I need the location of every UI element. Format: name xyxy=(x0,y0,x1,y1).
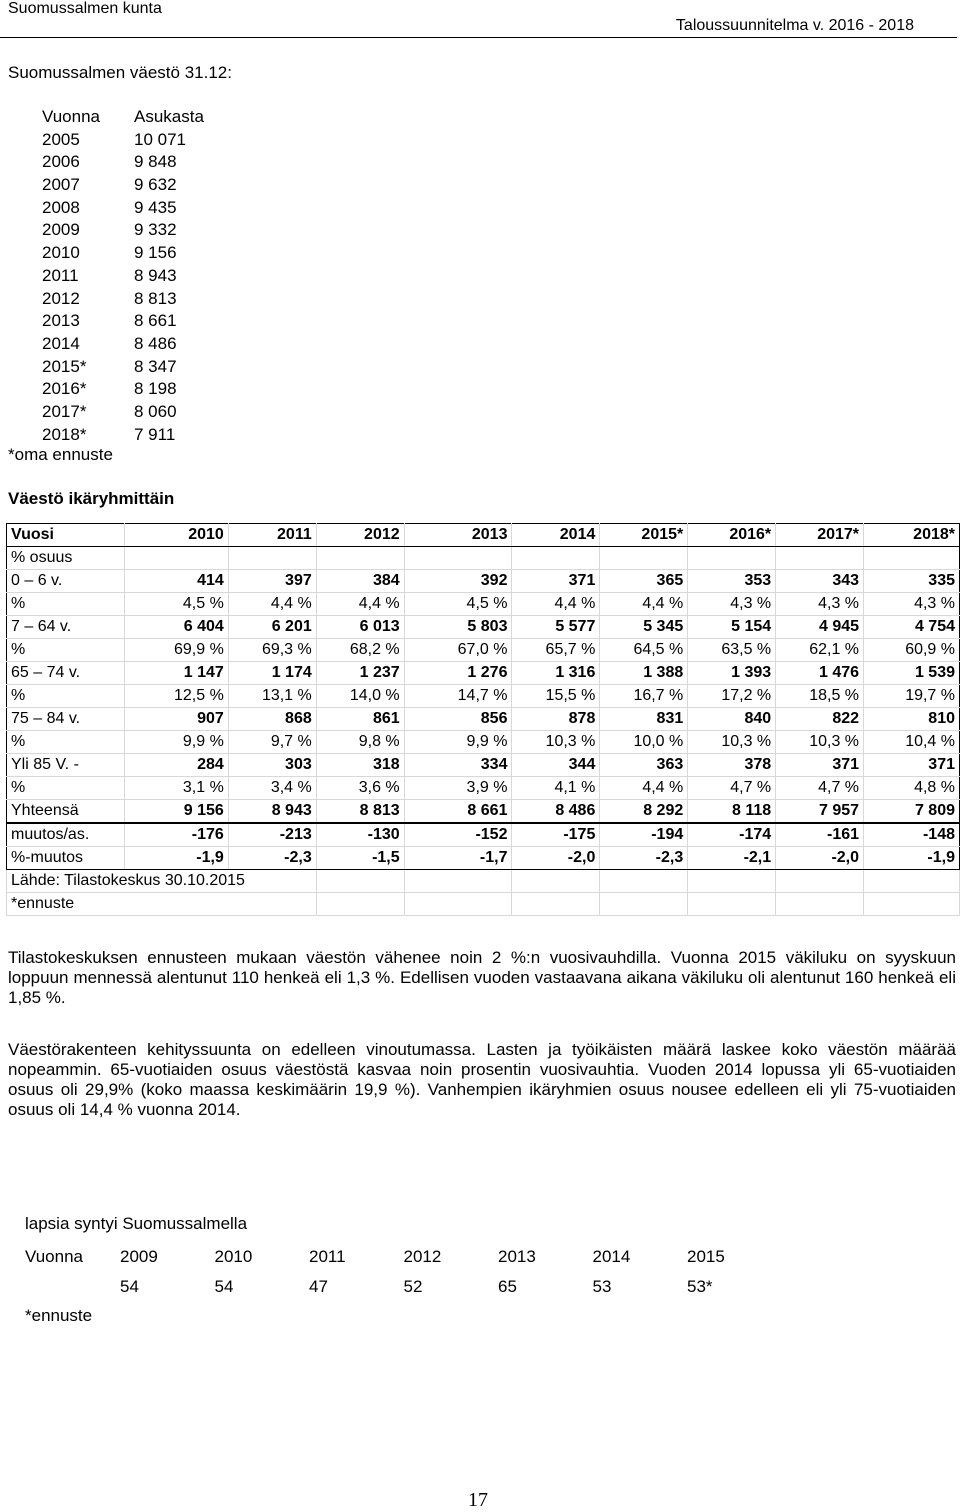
age-table-header-year: 2012 xyxy=(316,524,404,547)
age-table-cell: 334 xyxy=(404,754,512,777)
population-row xyxy=(42,333,204,356)
age-table-cell: 9 156 xyxy=(124,800,228,824)
age-table-row-label: muutos/as. xyxy=(7,823,125,847)
age-table-row-label: % xyxy=(7,777,125,800)
age-table-cell: 810 xyxy=(864,708,960,731)
age-table-cell: 392 xyxy=(404,570,512,593)
population-col-year: Vuonna xyxy=(42,107,100,126)
births-year: 2011 xyxy=(309,1247,346,1266)
population-residents: 9 332 xyxy=(134,220,177,240)
age-table-cell: -161 xyxy=(776,823,864,847)
population-residents: 9 632 xyxy=(134,175,177,195)
population-row xyxy=(42,151,204,174)
age-table-cell: 7 957 xyxy=(776,800,864,824)
age-table-cell: 14,0 % xyxy=(316,685,404,708)
age-table-row-label: 65 – 74 v. xyxy=(7,662,125,685)
age-table-cell: 4,4 % xyxy=(228,593,316,616)
age-table-row xyxy=(7,731,960,754)
age-table-cell: 861 xyxy=(316,708,404,731)
age-table-cell: 13,1 % xyxy=(228,685,316,708)
population-row xyxy=(42,174,204,197)
age-table-cell: 4 945 xyxy=(776,616,864,639)
age-table-cell: 1 276 xyxy=(404,662,512,685)
age-table-cell: 69,9 % xyxy=(124,639,228,662)
age-table-cell: 6 201 xyxy=(228,616,316,639)
age-table-source-row xyxy=(7,870,960,893)
age-table-header-label: Vuosi xyxy=(7,524,125,547)
age-table-row xyxy=(7,800,960,824)
population-row xyxy=(42,288,204,311)
age-table-cell: 335 xyxy=(864,570,960,593)
age-table-row-label: % xyxy=(7,731,125,754)
population-residents: 8 813 xyxy=(134,288,177,308)
births-count: 54 xyxy=(214,1277,234,1296)
age-table-cell: -2,3 xyxy=(600,847,688,870)
age-table-row-label: 7 – 64 v. xyxy=(7,616,125,639)
age-table-header-year: 2014 xyxy=(512,524,600,547)
age-table-cell: 840 xyxy=(688,708,776,731)
age-table-cell: 831 xyxy=(600,708,688,731)
population-header-row xyxy=(42,106,204,129)
population-col-residents: Asukasta xyxy=(134,107,204,126)
age-table-cell: -176 xyxy=(124,823,228,847)
population-residents: 8 198 xyxy=(134,379,177,399)
age-table-cell: -148 xyxy=(864,823,960,847)
age-table-cell: -1,7 xyxy=(404,847,512,870)
header-document-title: Taloussuunnitelma v. 2016 - 2018 xyxy=(675,17,914,34)
population-list xyxy=(42,106,204,446)
age-table-cell: 365 xyxy=(600,570,688,593)
age-table-cell: 4,7 % xyxy=(688,777,776,800)
population-row xyxy=(42,242,204,265)
age-table-cell: 8 813 xyxy=(316,800,404,824)
age-table-cell: 9,7 % xyxy=(228,731,316,754)
age-table-empty-cell xyxy=(512,893,600,916)
population-year: 2005 xyxy=(42,129,80,149)
age-table-cell: -2,3 xyxy=(228,847,316,870)
age-table-cell: 18,5 % xyxy=(776,685,864,708)
population-year: 2013 xyxy=(42,311,80,331)
age-table-header-year: 2015* xyxy=(600,524,688,547)
age-table-row xyxy=(7,662,960,685)
age-table-footnote-row xyxy=(7,893,960,916)
age-table-cell: 1 539 xyxy=(864,662,960,685)
population-year: 2012 xyxy=(42,288,80,308)
paragraph-population-forecast: Tilastokeskuksen ennusteen mukaan väestön vähenee noin 2 %:n vuosivauhdilla. Vuonna 2015 väkiluku on syyskuun loppuun mennessä alentunut 110 henkeä eli 1,3 %. Edellisen vuoden vastaavana aikana väkiluku oli alentunut 160 henkeä eli 1,85 %. xyxy=(8,948,956,1007)
age-table-cell xyxy=(228,547,316,570)
age-table-cell: 5 577 xyxy=(512,616,600,639)
age-table-empty-cell xyxy=(776,893,864,916)
age-table-cell: 9,9 % xyxy=(124,731,228,754)
births-title: lapsia syntyi Suomussalmella xyxy=(25,1214,248,1233)
age-table-row xyxy=(7,777,960,800)
age-table-cell: 8 943 xyxy=(228,800,316,824)
age-table-cell: 17,2 % xyxy=(688,685,776,708)
age-table-cell: 3,6 % xyxy=(316,777,404,800)
population-row xyxy=(42,310,204,333)
age-table-cell: 4,7 % xyxy=(776,777,864,800)
population-residents: 8 347 xyxy=(134,356,177,376)
age-table-cell xyxy=(124,547,228,570)
births-count: 54 xyxy=(120,1277,139,1296)
age-table-row-label: Yli 85 V. - xyxy=(7,754,125,777)
age-table-cell: 64,5 % xyxy=(600,639,688,662)
age-table-empty-cell xyxy=(864,870,960,893)
age-table-row xyxy=(7,754,960,777)
births-count: 47 xyxy=(309,1277,328,1296)
population-residents: 9 435 xyxy=(134,197,177,217)
births-row-label: Vuonna xyxy=(25,1247,83,1266)
population-residents: 8 943 xyxy=(134,265,177,285)
age-table-cell: 10,3 % xyxy=(512,731,600,754)
age-table-cell: 15,5 % xyxy=(512,685,600,708)
births-count: 53* xyxy=(687,1277,713,1296)
age-table-cell: 4,4 % xyxy=(600,593,688,616)
age-table-cell: 371 xyxy=(776,754,864,777)
age-table-header-year: 2011 xyxy=(228,524,316,547)
age-table-cell: -1,9 xyxy=(124,847,228,870)
age-table-empty-cell xyxy=(688,893,776,916)
age-table-header-year: 2017* xyxy=(776,524,864,547)
population-note: *oma ennuste xyxy=(8,445,113,464)
age-table-cell: 8 661 xyxy=(404,800,512,824)
age-table-cell: 65,7 % xyxy=(512,639,600,662)
age-table-cell xyxy=(688,547,776,570)
header-divider xyxy=(0,37,957,38)
age-table-cell: 9,8 % xyxy=(316,731,404,754)
population-residents: 9 156 xyxy=(134,243,177,263)
age-table-cell: -2,0 xyxy=(776,847,864,870)
population-year: 2016* xyxy=(42,379,87,399)
age-table-empty-cell xyxy=(864,893,960,916)
age-table-cell: 397 xyxy=(228,570,316,593)
age-table-cell: 363 xyxy=(600,754,688,777)
population-year: 2015* xyxy=(42,356,87,376)
age-table-header-year: 2010 xyxy=(124,524,228,547)
age-table-empty-cell xyxy=(316,870,404,893)
age-groups-table xyxy=(6,523,960,916)
age-table-cell xyxy=(512,547,600,570)
age-table-cell: 371 xyxy=(512,570,600,593)
age-table-cell: 4 754 xyxy=(864,616,960,639)
age-table-cell: -130 xyxy=(316,823,404,847)
age-table-empty-cell xyxy=(404,870,512,893)
age-table-cell: 4,4 % xyxy=(600,777,688,800)
age-table-row-label: % xyxy=(7,593,125,616)
age-table-cell: 8 292 xyxy=(600,800,688,824)
age-table-row xyxy=(7,639,960,662)
age-table-cell: 1 388 xyxy=(600,662,688,685)
age-table-cell: 343 xyxy=(776,570,864,593)
age-table-cell: 63,5 % xyxy=(688,639,776,662)
age-table-cell: 414 xyxy=(124,570,228,593)
age-table-empty-cell xyxy=(688,870,776,893)
age-table-cell: 856 xyxy=(404,708,512,731)
age-table-cell: 353 xyxy=(688,570,776,593)
age-table-cell: 10,3 % xyxy=(776,731,864,754)
age-table-cell xyxy=(316,547,404,570)
age-table-cell: 4,3 % xyxy=(688,593,776,616)
population-year: 2006 xyxy=(42,152,80,172)
population-row xyxy=(42,129,204,152)
population-row xyxy=(42,197,204,220)
age-table-empty-cell xyxy=(776,870,864,893)
age-table-cell: 384 xyxy=(316,570,404,593)
population-row xyxy=(42,356,204,379)
age-table-cell: 284 xyxy=(124,754,228,777)
population-residents: 9 848 xyxy=(134,152,177,172)
age-table-cell: 4,3 % xyxy=(776,593,864,616)
population-year: 2010 xyxy=(42,243,80,263)
age-table-header-year: 2018* xyxy=(864,524,960,547)
age-table-cell: 4,4 % xyxy=(316,593,404,616)
age-table-cell: 10,4 % xyxy=(864,731,960,754)
births-year: 2010 xyxy=(214,1247,253,1266)
header-municipality: Suomussalmen kunta xyxy=(8,0,162,17)
age-table-cell: 303 xyxy=(228,754,316,777)
age-table-cell: -174 xyxy=(688,823,776,847)
age-table-row-label: Yhteensä xyxy=(7,800,125,824)
age-table-empty-cell xyxy=(512,870,600,893)
age-table-empty-cell xyxy=(600,893,688,916)
age-table-source: Lähde: Tilastokeskus 30.10.2015 xyxy=(7,870,317,893)
age-table-cell: 1 476 xyxy=(776,662,864,685)
age-table-cell: 7 809 xyxy=(864,800,960,824)
population-residents: 10 071 xyxy=(134,129,186,149)
age-table-cell: -152 xyxy=(404,823,512,847)
age-table-cell: -213 xyxy=(228,823,316,847)
age-table-cell: 4,8 % xyxy=(864,777,960,800)
page-number: 17 xyxy=(468,1489,488,1511)
age-table-cell: 1 393 xyxy=(688,662,776,685)
age-table-cell: 4,4 % xyxy=(512,593,600,616)
age-table-cell: 8 486 xyxy=(512,800,600,824)
age-table-cell: 1 147 xyxy=(124,662,228,685)
age-table-cell: 62,1 % xyxy=(776,639,864,662)
age-table-header-year: 2016* xyxy=(688,524,776,547)
age-table-cell xyxy=(864,547,960,570)
age-table-cell: 878 xyxy=(512,708,600,731)
population-row xyxy=(42,424,204,447)
age-table-cell: 344 xyxy=(512,754,600,777)
age-table-cell: 5 803 xyxy=(404,616,512,639)
age-table-cell: 907 xyxy=(124,708,228,731)
population-year: 2007 xyxy=(42,175,80,195)
age-table-cell: 5 154 xyxy=(688,616,776,639)
births-year: 2014 xyxy=(592,1247,631,1266)
age-table-cell: 69,3 % xyxy=(228,639,316,662)
population-year: 2014 xyxy=(42,333,80,353)
age-table-row-label: % osuus xyxy=(7,547,125,570)
births-section xyxy=(25,1214,782,1326)
age-table-row-label: 0 – 6 v. xyxy=(7,570,125,593)
age-table-cell: -2,1 xyxy=(688,847,776,870)
paragraph-population-structure: Väestörakenteen kehityssuunta on edelleen vinoutumassa. Lasten ja työikäisten määrä laskee koko väestön määrää nopeammin. 65-vuotiaiden osuus väestöstä kasvaa noin prosentin vuosivauhtia. Vuoden 2014 lopussa yli 65-vuotiaiden osuus oli 29,9% (koko maassa keskimäärin 19,9 %). Vanhempien ikäryhmien osuus nousee edelleen eli yli 75-vuotiaiden osuus oli 14,4 % vuonna 2014. xyxy=(8,1040,956,1119)
age-table-cell xyxy=(776,547,864,570)
age-table-cell: -1,9 xyxy=(864,847,960,870)
population-row xyxy=(42,378,204,401)
age-table-cell: -194 xyxy=(600,823,688,847)
births-year: 2015 xyxy=(687,1247,725,1266)
age-table-cell xyxy=(404,547,512,570)
age-table-header-row xyxy=(7,524,960,547)
age-table-cell: 1 174 xyxy=(228,662,316,685)
age-table-cell xyxy=(600,547,688,570)
age-table-empty-cell xyxy=(600,870,688,893)
age-table-cell: 10,3 % xyxy=(688,731,776,754)
age-table-cell: 3,9 % xyxy=(404,777,512,800)
age-groups-title: Väestö ikäryhmittäin xyxy=(8,489,175,508)
age-table-row xyxy=(7,708,960,731)
age-table-cell: 371 xyxy=(864,754,960,777)
births-count: 53 xyxy=(592,1277,612,1296)
age-table-cell: 9,9 % xyxy=(404,731,512,754)
age-table-row xyxy=(7,547,960,570)
age-table-cell: 6 404 xyxy=(124,616,228,639)
age-table-cell: -2,0 xyxy=(512,847,600,870)
age-table-cell: -175 xyxy=(512,823,600,847)
population-year: 2008 xyxy=(42,197,80,217)
births-count: 52 xyxy=(403,1277,423,1296)
age-table-cell: 318 xyxy=(316,754,404,777)
age-table-empty-cell xyxy=(316,893,404,916)
age-table-cell: 3,1 % xyxy=(124,777,228,800)
population-year: 2011 xyxy=(42,265,79,285)
age-table-cell: 4,5 % xyxy=(124,593,228,616)
births-values-row xyxy=(25,1272,782,1302)
age-table-cell: 6 013 xyxy=(316,616,404,639)
age-table-footnote: *ennuste xyxy=(7,893,317,916)
age-table-empty-cell xyxy=(404,893,512,916)
age-table-row-label: 75 – 84 v. xyxy=(7,708,125,731)
age-table-cell: 68,2 % xyxy=(316,639,404,662)
age-table-row xyxy=(7,593,960,616)
births-count: 65 xyxy=(498,1277,517,1296)
age-table-row xyxy=(7,616,960,639)
age-table-cell: 4,5 % xyxy=(404,593,512,616)
age-table-row xyxy=(7,570,960,593)
births-year: 2009 xyxy=(120,1247,158,1266)
population-year: 2017* xyxy=(42,401,87,421)
age-table-cell: -1,5 xyxy=(316,847,404,870)
age-table-cell: 19,7 % xyxy=(864,685,960,708)
population-year: 2018* xyxy=(42,424,87,444)
age-table-cell: 1 237 xyxy=(316,662,404,685)
age-table-row-label: % xyxy=(7,639,125,662)
population-residents: 7 911 xyxy=(134,424,176,444)
age-table-cell: 12,5 % xyxy=(124,685,228,708)
age-table-cell: 16,7 % xyxy=(600,685,688,708)
age-table-row xyxy=(7,685,960,708)
age-table-cell: 822 xyxy=(776,708,864,731)
age-table-cell: 4,1 % xyxy=(512,777,600,800)
births-years-row xyxy=(25,1242,782,1272)
age-table-cell: 10,0 % xyxy=(600,731,688,754)
population-residents: 8 661 xyxy=(134,311,177,331)
population-row xyxy=(42,265,204,288)
population-row xyxy=(42,219,204,242)
population-title: Suomussalmen väestö 31.12: xyxy=(8,63,232,82)
age-table-row-label: % xyxy=(7,685,125,708)
age-table-cell: 868 xyxy=(228,708,316,731)
age-table-cell: 4,3 % xyxy=(864,593,960,616)
age-table-cell: 1 316 xyxy=(512,662,600,685)
age-table-row xyxy=(7,847,960,870)
age-table-row xyxy=(7,823,960,847)
population-residents: 8 486 xyxy=(134,333,177,353)
age-table-row-label: %-muutos xyxy=(7,847,125,870)
age-table-cell: 3,4 % xyxy=(228,777,316,800)
age-table-cell: 14,7 % xyxy=(404,685,512,708)
age-table-cell: 8 118 xyxy=(688,800,776,824)
age-table-cell: 378 xyxy=(688,754,776,777)
age-table-cell: 67,0 % xyxy=(404,639,512,662)
births-year: 2012 xyxy=(403,1247,442,1266)
age-table-cell: 5 345 xyxy=(600,616,688,639)
population-row xyxy=(42,401,204,424)
births-year: 2013 xyxy=(498,1247,536,1266)
age-table-cell: 60,9 % xyxy=(864,639,960,662)
births-note: *ennuste xyxy=(25,1306,93,1325)
population-residents: 8 060 xyxy=(134,401,177,421)
age-table-header-year: 2013 xyxy=(404,524,512,547)
population-year: 2009 xyxy=(42,220,80,240)
